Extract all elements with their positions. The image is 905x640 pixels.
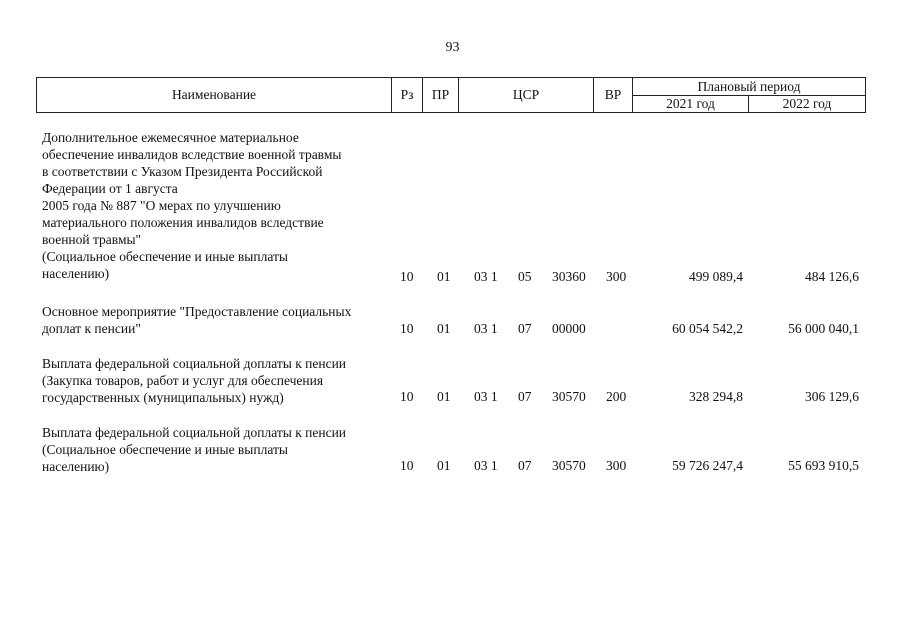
- row-amount-2022: 56 000 040,1: [788, 321, 859, 336]
- header-rz: Рз: [391, 77, 423, 113]
- row-amount-2021: 499 089,4: [689, 269, 743, 284]
- row-vr: 300: [606, 269, 627, 284]
- header-year-2021: 2021 год: [632, 95, 749, 113]
- row-vr: 200: [606, 389, 627, 404]
- row-csr-direction: 00000: [552, 321, 586, 336]
- row-pr: 01: [437, 269, 451, 284]
- row-rz: 10: [400, 321, 414, 336]
- page-number: 93: [445, 40, 460, 55]
- row-amount-2022: 484 126,6: [805, 269, 859, 284]
- row-rz: 10: [400, 269, 414, 284]
- row-csr-program: 03 1: [474, 321, 498, 336]
- row-name: Выплата федеральной социальной доплаты к пенсии (Закупка товаров, работ и услуг для обеспечения государственных (муниципальных) нужд): [42, 356, 347, 405]
- row-csr-event: 05: [518, 269, 532, 284]
- row-amount-2022: 55 693 910,5: [788, 458, 859, 473]
- header-pr: ПР: [422, 77, 459, 113]
- row-csr-event: 07: [518, 458, 532, 473]
- row-name: Дополнительное ежемесячное материальное обеспечение инвалидов вследствие военной травмы в соответствии с Указом Президента Российской Федерации от 1 августа 2005 года № 887 "О мерах по улучшению материального положения инвалидов вследствие военной травмы" (Социальное обеспечение и иные выплаты населению): [42, 130, 342, 281]
- table-header: [36, 77, 866, 113]
- header-planned-period: Плановый период: [632, 77, 866, 96]
- row-pr: 01: [437, 458, 451, 473]
- header-csr: ЦСР: [458, 77, 594, 113]
- row-csr-program: 03 1: [474, 389, 498, 404]
- row-rz: 10: [400, 458, 414, 473]
- row-csr-direction: 30570: [552, 389, 586, 404]
- header-name: Наименование: [36, 77, 392, 113]
- row-rz: 10: [400, 389, 414, 404]
- header-vr: ВР: [593, 77, 633, 113]
- header-year-2022: 2022 год: [748, 95, 866, 113]
- row-amount-2021: 328 294,8: [689, 389, 743, 404]
- row-name: Выплата федеральной социальной доплаты к пенсии (Социальное обеспечение и иные выплаты населению): [42, 425, 347, 474]
- row-csr-program: 03 1: [474, 269, 498, 284]
- row-csr-program: 03 1: [474, 458, 498, 473]
- row-amount-2022: 306 129,6: [805, 389, 859, 404]
- row-amount-2021: 60 054 542,2: [672, 321, 743, 336]
- row-vr: 300: [606, 458, 627, 473]
- row-csr-event: 07: [518, 389, 532, 404]
- row-pr: 01: [437, 321, 451, 336]
- row-pr: 01: [437, 389, 451, 404]
- row-name: Основное мероприятие "Предоставление социальных доплат к пенсии": [42, 304, 352, 336]
- row-csr-direction: 30570: [552, 458, 586, 473]
- row-amount-2021: 59 726 247,4: [672, 458, 743, 473]
- row-csr-direction: 30360: [552, 269, 586, 284]
- row-csr-event: 07: [518, 321, 532, 336]
